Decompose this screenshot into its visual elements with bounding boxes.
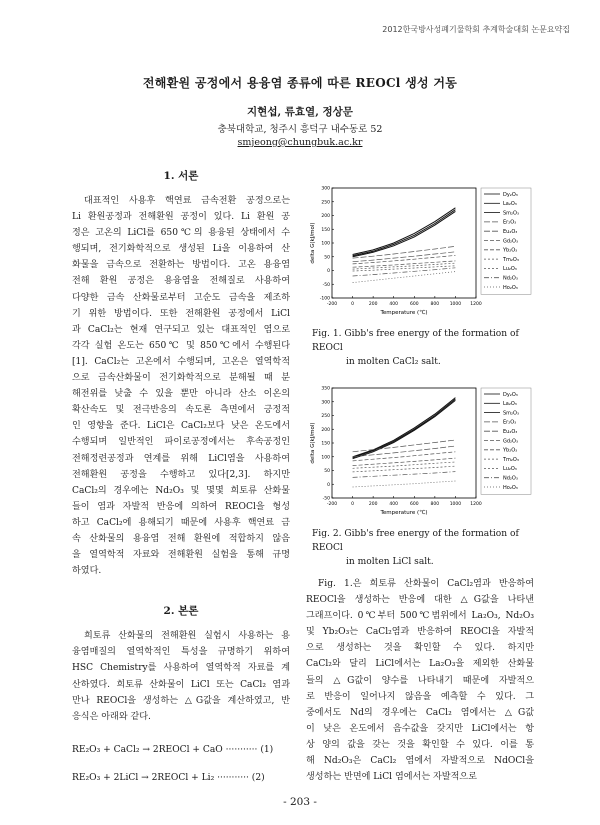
equation-1: RE₂O₃ + CaCl₂ → 2REOCl + CaO ··········· (1) xyxy=(72,744,274,755)
series-line xyxy=(353,210,456,256)
series-line xyxy=(353,399,456,458)
series-line xyxy=(353,466,456,472)
legend-label: Tm₂O₃ xyxy=(503,456,519,463)
text-line: 생성하는 반면에 LiCl 염에서는 자발적으로 xyxy=(306,772,477,783)
y-tick-label: 250 xyxy=(321,414,330,419)
figure-1-caption-line-2: in molten CaCl₂ salt. xyxy=(346,357,441,367)
legend-label: Dy₂O₃ xyxy=(503,191,518,198)
text-line: 전해환원 공정을 수행하고 있다[2,3]. 하지만 xyxy=(72,469,290,480)
x-tick-label: 800 xyxy=(430,302,440,307)
y-tick-label: -50 xyxy=(322,282,330,288)
x-axis-label: Temperature (℃) xyxy=(380,310,428,316)
y-tick-label: 300 xyxy=(321,186,330,192)
figure-1-caption-line-1: Fig. 1. Gibb's free energy of the formation of REOCl xyxy=(312,329,519,353)
y-tick-label: 150 xyxy=(321,441,330,447)
text-line: 하고 CaCl₂에 용해되기 때문에 사용후 핵연료 금 xyxy=(72,517,290,528)
legend-label: Yb₂O₃ xyxy=(503,447,518,454)
text-line: 들의 △G값이 양수를 나타내기 때문에 자발적으 xyxy=(306,675,534,686)
legend-label: Eu₂O₃ xyxy=(503,229,518,235)
text-line: 과 CaCl₂는 현재 연구되고 있는 대표적인 염으로 xyxy=(72,324,290,335)
text-line: 응식은 아래와 같다. xyxy=(72,711,151,722)
x-tick-label: -200 xyxy=(326,502,338,507)
series-line xyxy=(353,268,456,276)
legend-label: Lu₂O₃ xyxy=(503,466,517,473)
text-line: 확산속도 및 전극반응의 속도론 측면에서 긍정적 xyxy=(72,405,290,416)
text-line: HSC Chemistry를 사용하여 열역학적 자료를 계 xyxy=(72,663,290,674)
text-line: 이 낮은 온도에서 음수값을 갖지만 LiCl에서는 항 xyxy=(306,723,534,734)
section-1-title: 1. 서론 xyxy=(163,170,199,182)
y-axis-label: delta G(kJ/mol) xyxy=(310,422,316,464)
legend-label: Lu₂O₃ xyxy=(503,266,517,273)
text-line: CaCl₂와 달리 LiCl에서는 La₂O₃을 제외한 산화물 xyxy=(306,659,534,670)
text-line: 정은 고온의 LiCl를 650℃의 용융된 상태에서 수 xyxy=(72,228,290,239)
text-line: 행되며, 전기화학적으로 생성된 Li을 이용하여 산 xyxy=(72,244,290,255)
x-tick-label: 0 xyxy=(351,502,355,507)
y-tick-label: 350 xyxy=(321,386,330,392)
x-tick-label: 200 xyxy=(368,502,378,507)
right-body xyxy=(306,576,534,785)
series-line xyxy=(353,398,456,457)
text-line: 희토류 산화물의 전해환원 실험시 사용하는 용 xyxy=(84,631,290,642)
text-line: Li 환원공정과 전해환원 공정이 있다. Li 환원 공 xyxy=(72,212,290,223)
series-line xyxy=(353,272,456,283)
y-tick-label: 250 xyxy=(321,200,330,206)
series-line xyxy=(353,440,456,452)
text-line: 융염매질의 열역학적인 특성을 규명하기 위하여 xyxy=(72,647,290,658)
legend-label: Er₂O₃ xyxy=(503,419,517,426)
legend-label: Eu₂O₃ xyxy=(503,429,518,435)
section-1-body xyxy=(72,193,290,579)
plot-frame xyxy=(332,388,476,498)
text-line: 대표적인 사용후 핵연료 금속전환 공정으로는 xyxy=(84,196,290,206)
x-axis-label: Temperature (℃) xyxy=(380,510,428,516)
x-tick-label: -200 xyxy=(326,302,338,307)
legend-label: Nd₂O₃ xyxy=(503,475,518,482)
text-line: [1]. CaCl₂는 고온에서 수행되며, 고온은 열역학적 xyxy=(72,356,290,367)
page-number: - 203 - xyxy=(283,796,317,808)
legend-label: Sm₂O₃ xyxy=(503,210,519,217)
x-tick-label: 800 xyxy=(430,502,440,507)
x-tick-label: 1200 xyxy=(470,302,482,307)
y-tick-label: -100 xyxy=(319,296,330,302)
legend-label: Ho₂O₃ xyxy=(503,284,518,291)
figure-2 xyxy=(306,384,536,520)
figure-2-chart xyxy=(306,384,536,520)
figure-1-chart xyxy=(306,184,536,320)
x-tick-label: 600 xyxy=(409,502,419,507)
x-tick-label: 1000 xyxy=(449,302,462,307)
authors: 지현섭, 류효열, 정상문 xyxy=(247,106,353,118)
paper-title: 전해환원 공정에서 용융염 종류에 따른 REOCl 생성 거동 xyxy=(142,76,458,90)
series-line xyxy=(353,481,456,487)
series-line xyxy=(353,462,456,468)
figure-1-caption xyxy=(312,327,538,369)
text-line: REOCl을 생성하는 반응에 대한 △G값을 나타낸 xyxy=(306,595,534,606)
text-line: 기 위한 방법이다. 또한 전해환원 공정에서 LiCl xyxy=(72,308,290,319)
y-tick-label: 200 xyxy=(321,427,330,433)
text-line: Fig. 1.은 희토류 산화물이 CaCl₂염과 반응하여 xyxy=(318,579,534,589)
x-tick-label: 400 xyxy=(389,302,399,307)
y-tick-label: -50 xyxy=(322,496,330,502)
section-2-body xyxy=(72,628,290,725)
text-line: 전해정련공정과 연계를 위해 LiCl염을 사용하여 xyxy=(72,453,290,464)
x-tick-label: 400 xyxy=(389,502,399,507)
legend-label: Dy₂O₃ xyxy=(503,391,518,398)
text-line: 으로 생성하는 것을 확인할 수 있다. 하지만 xyxy=(306,643,534,654)
figure-2-caption-line-1: Fig. 2. Gibb's free energy of the formation of REOCl xyxy=(312,529,519,553)
text-line: 중에서도 Nd의 경우에는 CaCl₂ 염에서는 △G값 xyxy=(306,707,534,718)
y-tick-label: 150 xyxy=(321,227,330,233)
y-tick-label: 0 xyxy=(327,482,330,488)
x-tick-label: 600 xyxy=(409,302,419,307)
series-line xyxy=(353,208,456,255)
text-line: 산하였다. 희토류 산화물이 LiCl 또는 CaCl₂ 염과 xyxy=(72,679,290,690)
series-line xyxy=(353,458,456,466)
series-line xyxy=(353,400,456,458)
x-tick-label: 1000 xyxy=(449,502,462,507)
text-line: 수행되며 일반적인 파이로공정에서는 후속공정인 xyxy=(72,437,290,448)
x-tick-label: 1200 xyxy=(470,502,482,507)
y-tick-label: 50 xyxy=(324,255,330,261)
text-line: 로 반응이 일어나지 않음을 예측할 수 있다. 그 xyxy=(306,691,534,702)
legend-label: Gd₂O₃ xyxy=(503,238,518,245)
text-line: 해 Nd₂O₃은 CaCl₂ 염에서 자발적으로 NdOCl을 xyxy=(306,756,534,767)
text-line: 인 영향을 준다. LiCl은 CaCl₂보다 낮은 온도에서 xyxy=(72,421,290,432)
x-tick-label: 200 xyxy=(368,302,378,307)
section-2-title: 2. 본론 xyxy=(163,605,199,618)
figure-2-caption xyxy=(312,527,538,569)
left-column xyxy=(72,168,290,783)
text-line: 상 양의 값을 갖는 것을 확인할 수 있다. 이를 통 xyxy=(306,739,534,750)
text-line: 을 열역학적 자료와 전해환원 실험을 통해 규명 xyxy=(72,550,290,561)
y-axis-label: delta G(kJ/mol) xyxy=(310,222,316,264)
legend-label: Ho₂O₃ xyxy=(503,484,518,491)
text-line: 다양한 금속 산화물로부터 고순도 금속을 제조하 xyxy=(72,292,290,303)
equation-2: RE₂O₃ + 2LiCl → 2REOCl + Li₂ ··········· (2) xyxy=(72,772,265,783)
figure-1 xyxy=(306,184,536,320)
text-line: 및 Yb₂O₃는 CaCl₂염과 반응하여 REOCl을 자발적 xyxy=(306,627,534,638)
text-line: 만나 REOCl을 생성하는 △G값을 계산하였고, 반 xyxy=(72,695,290,706)
text-line: 그래프이다. 0℃부터 500℃범위에서 La₂O₃, Nd₂O₃ xyxy=(306,611,534,622)
text-line: 속 산화물의 용융염 전해 환원에 적합하지 않음 xyxy=(72,533,290,544)
text-line: 전해 환원 공정은 용융염을 전해질로 사용하여 xyxy=(72,276,290,287)
plot-frame xyxy=(332,188,476,298)
legend-label: Er₂O₃ xyxy=(503,219,517,226)
text-line: 으로 금속산화물이 전기화학적으로 분해될 때 분 xyxy=(72,373,290,384)
y-tick-label: 300 xyxy=(321,400,330,406)
text-line: 해전위를 낮출 수 있을 뿐만 아니라 산소 이온의 xyxy=(72,389,290,400)
text-line: 각각 실험 온도는 650℃ 및 850℃에서 수행된다 xyxy=(72,340,290,351)
author-email[interactable]: smjeong@chungbuk.ac.kr xyxy=(237,137,363,148)
text-line: CaCl₂의 경우에는 Nd₂O₃ 및 몇몇 희토류 산화물 xyxy=(72,485,290,496)
y-tick-label: 100 xyxy=(321,455,330,461)
series-line xyxy=(353,472,456,478)
y-tick-label: 0 xyxy=(327,269,330,274)
y-tick-label: 100 xyxy=(321,241,330,247)
text-line: 화물을 금속으로 전환하는 방법이다. 고온 용융염 xyxy=(72,260,290,271)
legend-label: Yb₂O₃ xyxy=(503,247,518,254)
legend-label: La₂O₃ xyxy=(503,401,517,408)
series-line xyxy=(353,255,456,264)
series-line xyxy=(353,261,456,267)
text-line: 들이 염과 자발적 반응에 의하여 REOCl을 형성 xyxy=(72,501,290,512)
right-column-text xyxy=(306,576,534,785)
y-tick-label: 200 xyxy=(321,214,330,219)
legend-label: Tm₂O₃ xyxy=(503,256,519,263)
legend-label: Sm₂O₃ xyxy=(503,410,519,417)
legend-label: La₂O₃ xyxy=(503,201,517,208)
running-header: 2012한국방사성폐기물학회 추계학술대회 논문요약집 xyxy=(382,25,570,34)
legend-label: Nd₂O₃ xyxy=(503,275,518,282)
y-tick-label: 50 xyxy=(324,469,330,474)
x-tick-label: 0 xyxy=(351,302,355,307)
text-line: 하였다. xyxy=(72,566,102,577)
figure-2-caption-line-2: in molten LiCl salt. xyxy=(346,557,434,567)
affiliation: 충북대학교, 청주시 흥덕구 내수동로 52 xyxy=(217,124,383,135)
legend-label: Gd₂O₃ xyxy=(503,438,518,445)
